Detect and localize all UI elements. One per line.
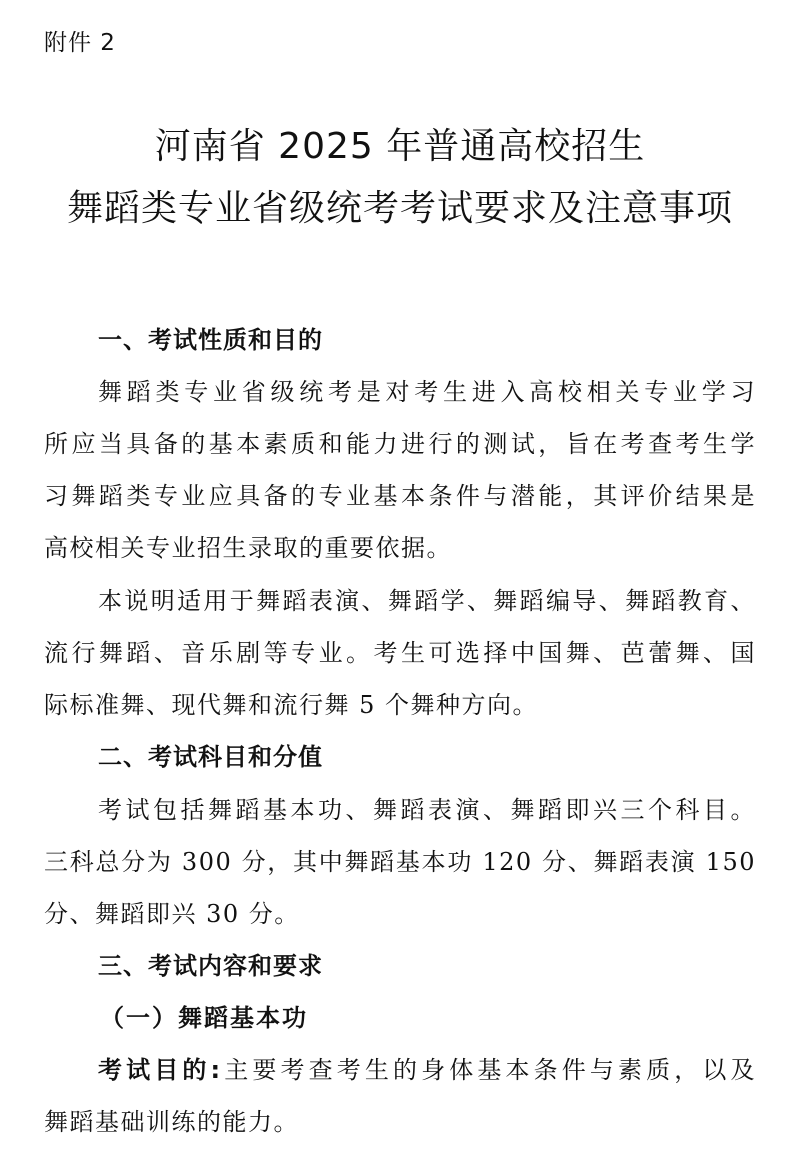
document-title-line-1: 河南省 2025 年普通高校招生 [154,126,646,167]
section-heading-1: 一、考试性质和目的 [98,326,323,354]
purpose-text: 主要考查考生的身体基本条件与素质，以及 [221,1056,756,1084]
attachment-label: 附件 2 [44,30,116,56]
section-heading-2: 二、考试科目和分值 [98,743,323,771]
paragraph-line: 舞蹈基础训练的能力。 [44,1108,299,1136]
paragraph-line: 考试包括舞蹈基本功、舞蹈表演、舞蹈即兴三个科目。 [98,796,756,824]
paragraph-line: 际标准舞、现代舞和流行舞 5 个舞种方向。 [44,691,539,719]
paragraph-line: 流行舞蹈、音乐剧等专业。考生可选择中国舞、芭蕾舞、国 [44,639,756,667]
paragraph-line: 三科总分为 300 分，其中舞蹈基本功 120 分、舞蹈表演 150 [44,848,756,876]
document-title-line-2: 舞蹈类专业省级统考考试要求及注意事项 [66,188,733,229]
paragraph-line: 高校相关专业招生录取的重要依据。 [44,534,452,562]
paragraph-line: 舞蹈类专业省级统考是对考生进入高校相关专业学习 [98,378,756,406]
paragraph-line: 本说明适用于舞蹈表演、舞蹈学、舞蹈编导、舞蹈教育、 [98,587,756,615]
paragraph-line: 习舞蹈类专业应具备的专业基本条件与潜能，其评价结果是 [44,482,756,510]
section-heading-3: 三、考试内容和要求 [98,952,323,980]
purpose-label: 考试目的: [98,1056,222,1084]
purpose-line [98,1050,756,1085]
paragraph-line: 分、舞蹈即兴 30 分。 [44,900,300,928]
subsection-heading: （一）舞蹈基本功 [100,1003,308,1032]
paragraph-line: 所应当具备的基本素质和能力进行的测试，旨在考查考生学 [44,430,756,458]
